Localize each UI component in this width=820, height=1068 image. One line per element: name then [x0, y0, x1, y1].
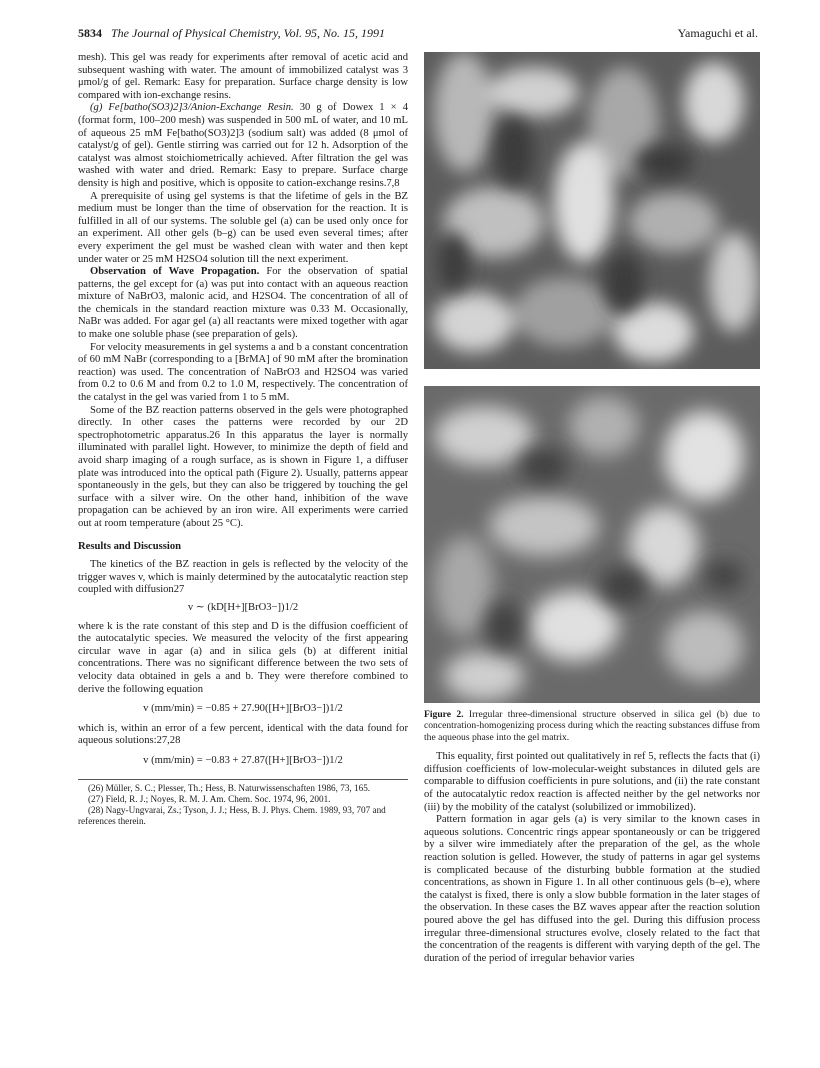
paragraph: mesh). This gel was ready for experiments after removal of acetic acid and subsequent washing with water. The amount of immobilized catalyst was 3 μmol/g of gel. Remark: Easy for preparation. Surface charge density is low compared with ion-exchange resins.: [78, 52, 408, 101]
journal-title: The Journal of Physical Chemistry, Vol. 95, No. 15, 1991: [111, 26, 385, 40]
paragraph: which is, within an error of a few percent, identical with the data found for aqueous solutions:27,28: [78, 722, 408, 747]
caption-text: Irregular three-dimensional structure observed in silica gel (b) due to concentration-homogenizing process during which the reacting substances diffuse from the aqueous phase into the gel matrix.: [424, 709, 760, 743]
paragraph-observation: [78, 266, 408, 342]
paragraph: Pattern formation in agar gels (a) is very similar to the known cases in aqueous solutions. Concentric rings appear spontaneously or can be triggered by a silver wire immediately after the preparation of the gel, as the whole reaction solution is gelled. However, the study of patterns in agar gel systems is complicated because of the disturbing bubble formation at the studied concentrations, as shown in Figure 1. In all other continuous gels (b–e), where the catalyst is fixed, there is only a slow bubble formation in the later stages of the observation. In these cases the BZ waves appear after the reaction solution poured above the gel has diffused into the gel. During this diffusion process irregular three-dimensional structures evolve, closely related to the fact that the concentration of the reagents is different with varying depth of the gel. The duration of the period of irregular behavior varies: [424, 814, 760, 964]
paragraph: The kinetics of the BZ reaction in gels is reflected by the velocity of the trigger waves v, which is mainly determined by the autocatalytic reaction step coupled with diffusion27: [78, 559, 408, 596]
reference-27: (27) Field, R. J.; Noyes, R. M. J. Am. Chem. Soc. 1974, 96, 2001.: [88, 794, 331, 805]
figure-2-photo-bottom: [424, 386, 760, 703]
paragraph-text: For the observation of spatial patterns, the gel except for (a) was put into contact with an aqueous reaction mixture of NaBrO3, malonic acid, and H2SO4. The concentration of all of the chemicals in the standard reaction mixture was 0.33 M. Occasionally, NaBr was added. For agar gel (a) all reactants were mixed together with agar to make one soluble phase (see preparation of gels).: [78, 266, 408, 341]
reference-26: (26) Müller, S. C.; Plesser, Th.; Hess, B. Naturwissenschaften 1986, 73, 165.: [88, 783, 371, 794]
reference-28: (28) Nagy-Ungvarai, Zs.; Tyson, J. J.; Hess, B. J. Phys. Chem. 1989, 93, 707 and references therein.: [78, 805, 386, 827]
section-title: Results and Discussion: [78, 540, 182, 552]
paragraph-text: 30 g of Dowex 1 × 4 (format form, 100–200 mesh) was suspended in 500 mL of water, and 10 mL of aqueous 25 mM Fe[batho(SO3)2]3 (sodium salt) was added (8 μmol of catalyst/g of gel). Gentle stirring was carried out for 12 h. Adsorption of the catalyst was almost stoichiometrically achieved. After filtration the gel was washed with water and dried. Remark: Easy to prepare. Surface charge density is high and positive, which is opposite to cation-exchange resins.7,8: [78, 102, 408, 189]
subsection-heading: Observation of Wave Propagation.: [90, 266, 260, 278]
gel-label: (g) Fe[batho(SO3)2]3/Anion-Exchange Resin.: [90, 102, 294, 114]
figure-caption: [424, 709, 760, 743]
figure-2-photo-top: [424, 52, 760, 369]
footnote-references: [78, 779, 408, 827]
gel-pattern-image: [424, 52, 760, 369]
gel-pattern-image: [424, 386, 760, 703]
right-column: [424, 52, 760, 965]
equation-2: v (mm/min) = −0.85 + 27.90([H+][BrO3−])1/2: [143, 703, 343, 715]
paragraph: This equality, first pointed out qualitatively in ref 5, reflects the facts that (i) diffusion coefficients of low-molecular-weight substances in diluted gels are comparable to diffusion coefficients in pure solutions, and (ii) the rate constant of the autocatalytic redox reaction is affected neither by the gel networks nor (iii) by the mobility of the catalyst (solubilized or immobilized).: [424, 751, 760, 813]
paragraph-gel-g: [78, 102, 408, 190]
left-column: [78, 52, 408, 827]
running-authors: Yamaguchi et al.: [677, 26, 758, 40]
paragraph: where k is the rate constant of this step and D is the diffusion coefficient of the autocatalytic species. We measured the velocity of the first appearing circular wave in agar (a) and in silica gels (b) at different initial concentrations. There was no significant difference between the two sets of velocity data obtained in gels a and b. They were therefore combined to derive the following equation: [78, 620, 408, 695]
paragraph: Some of the BZ reaction patterns observed in the gels were photographed directly. In other cases the patterns were recorded by our 2D spectrophotometric apparatus.26 In this apparatus the layer is normally illuminated with parallel light. However, to minimize the depth of field and avoid sharp imaging of a rough surface, as is shown in Figure 1, a diffuser plate was introduced into the optical path (Figure 2). Usually, patterns appear spontaneously in the gels, but they can also be triggered by touching the gel surface with a silver wire. On the other hand, inhibition of the wave propagation can be achieved by an iron wire. All experiments were carried out at room temperature (about 25 °C).: [78, 404, 408, 529]
paragraph: A prerequisite of using gel systems is that the lifetime of gels in the BZ medium must be longer than the time of observation for the reaction. It is fulfilled in all of our systems. The soluble gel (a) can be used only once for an experiment. All other gels (b–g) can be used even several times; after every experiment the gel must be washed clean with water and then kept under water or 25 mM H2SO4 solution till the next experiment.: [78, 190, 408, 265]
paragraph: For velocity measurements in gel systems a and b a constant concentration of 60 mM NaBr (corresponding to a [BrMA] of 90 mM after the bromination reaction) was used. The concentration of NaBrO3 and H2SO4 was varied from 0.2 to 0.6 M and from 0.2 to 1.0 M, respectively. The concentration of the catalyst in the gel was varied from 1 to 5 mM.: [78, 341, 408, 404]
page-number: 5834: [78, 26, 102, 40]
figure-label: Figure 2.: [424, 709, 464, 720]
equation-3: v (mm/min) = −0.83 + 27.87([H+][BrO3−])1/2: [143, 754, 343, 766]
equation-1: v ∼ (kD[H+][BrO3−])1/2: [187, 601, 299, 613]
page-header: [78, 26, 758, 44]
